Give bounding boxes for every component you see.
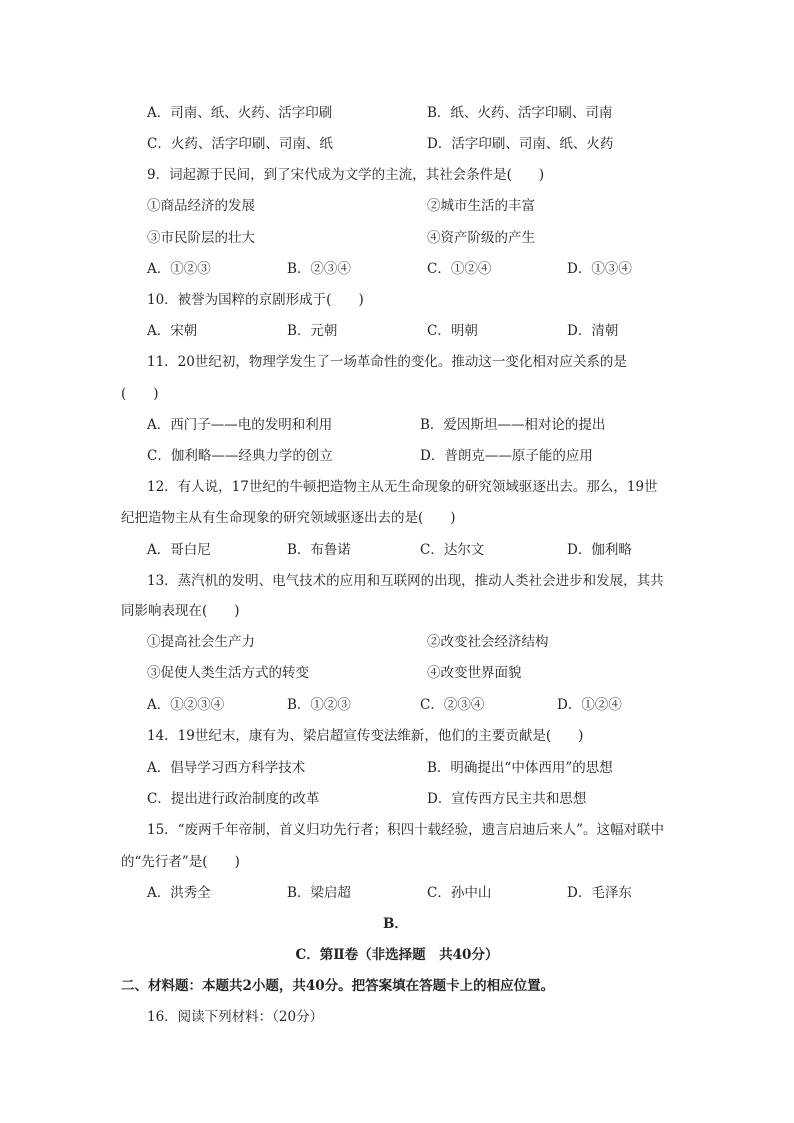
- q10-option-c: C．明朝: [427, 323, 478, 339]
- q15-option-a: A．洪秀全: [147, 885, 211, 901]
- q14-option-b: B．明确提出“中体西用”的思想: [427, 760, 613, 776]
- q14-option-c: C．提出进行政治制度的改革: [147, 791, 320, 807]
- q9-option-b: B．②③④: [287, 261, 351, 277]
- q10-option-b: B．元朝: [287, 323, 338, 339]
- q14-stem: 14．19世纪末，康有为、梁启超宣传变法维新，他们的主要贡献是( ): [147, 728, 584, 744]
- q13-statement-4: ④改变世界面貌: [427, 665, 522, 681]
- q13-statement-1: ①提高社会生产力: [147, 634, 255, 650]
- q15-stem-line1: 15．“废两千年帝制，首义归功先行者；积四十载经验，遗言启迪后来人”。这幅对联中: [147, 822, 664, 838]
- q12-stem-line1: 12．有人说，17世纪的牛顿把造物主从无生命现象的研究领域驱逐出去。那么，19世: [147, 479, 658, 495]
- q13-statement-2: ②改变社会经济结构: [427, 634, 549, 650]
- q15-stem-line2: 的“先行者”是( ): [121, 854, 240, 870]
- q16-stem: 16．阅读下列材料：（20分）: [147, 1009, 324, 1025]
- q10-option-d: D．清朝: [567, 323, 619, 339]
- q13-option-b: B．①②③: [287, 697, 351, 713]
- q15-option-c: C．孙中山: [427, 885, 492, 901]
- q13-option-a: A．①②③④: [147, 697, 225, 713]
- q9-statement-4: ④资产阶级的产生: [427, 230, 535, 246]
- q12-option-d: D．伽利略: [567, 542, 632, 558]
- q11-option-a: A．西门子——电的发明和利用: [147, 417, 333, 433]
- q9-statement-3: ③市民阶层的壮大: [147, 230, 255, 246]
- section-b-mark: B．: [383, 916, 408, 932]
- q8-option-c: C．火药、活字印刷、司南、纸: [147, 136, 333, 152]
- q9-statement-2: ②城市生活的丰富: [427, 198, 535, 214]
- q9-stem: 9．词起源于民间，到了宋代成为文学的主流，其社会条件是( ): [147, 167, 545, 183]
- q13-statement-3: ③促使人类生活方式的转变: [147, 665, 309, 681]
- q9-option-d: D．①③④: [567, 261, 632, 277]
- q8-option-d: D．活字印刷、司南、纸、火药: [427, 136, 614, 152]
- q10-option-a: A．宋朝: [147, 323, 198, 339]
- q8-option-a: A．司南、纸、火药、活字印刷: [147, 105, 333, 121]
- q15-option-b: B．梁启超: [287, 885, 351, 901]
- q14-option-d: D．宣传西方民主共和思想: [427, 791, 587, 807]
- q12-option-b: B．布鲁诺: [287, 542, 351, 558]
- q12-option-c: C．达尔文: [420, 542, 485, 558]
- q13-stem-line2: 同影响表现在( ): [121, 603, 240, 619]
- part-two-title: C．第Ⅱ卷（非选择题 共40分）: [295, 947, 499, 963]
- q14-option-a: A．倡导学习西方科学技术: [147, 760, 306, 776]
- q12-option-a: A．哥白尼: [147, 542, 211, 558]
- q15-option-d: D．毛泽东: [567, 885, 632, 901]
- section-two-heading: 二、材料题：本题共2小题，共40分。把答案填在答题卡上的相应位置。: [121, 978, 555, 994]
- q10-stem: 10．被誉为国粹的京剧形成于( ): [147, 292, 364, 308]
- q9-option-a: A．①②③: [147, 261, 211, 277]
- q8-option-b: B．纸、火药、活字印刷、司南: [427, 105, 613, 121]
- q12-stem-line2: 纪把造物主从有生命现象的研究领域驱逐出去的是( ): [121, 510, 456, 526]
- q13-option-c: C．②③④: [420, 697, 485, 713]
- q11-stem-line2: ( ): [121, 386, 159, 402]
- q9-statement-1: ①商品经济的发展: [147, 198, 255, 214]
- q13-option-d: D．①②④: [557, 697, 622, 713]
- q11-option-c: C．伽利略——经典力学的创立: [147, 448, 333, 464]
- q11-stem-line1: 11．20世纪初，物理学发生了一场革命性的变化。推动这一变化相对应关系的是: [147, 354, 627, 370]
- q13-stem-line1: 13．蒸汽机的发明、电气技术的应用和互联网的出现，推动人类社会进步和发展，其共: [147, 573, 664, 589]
- q9-option-c: C．①②④: [427, 261, 492, 277]
- q11-option-d: D．普朗克——原子能的应用: [420, 448, 593, 464]
- q11-option-b: B．爱因斯坦——相对论的提出: [420, 417, 606, 433]
